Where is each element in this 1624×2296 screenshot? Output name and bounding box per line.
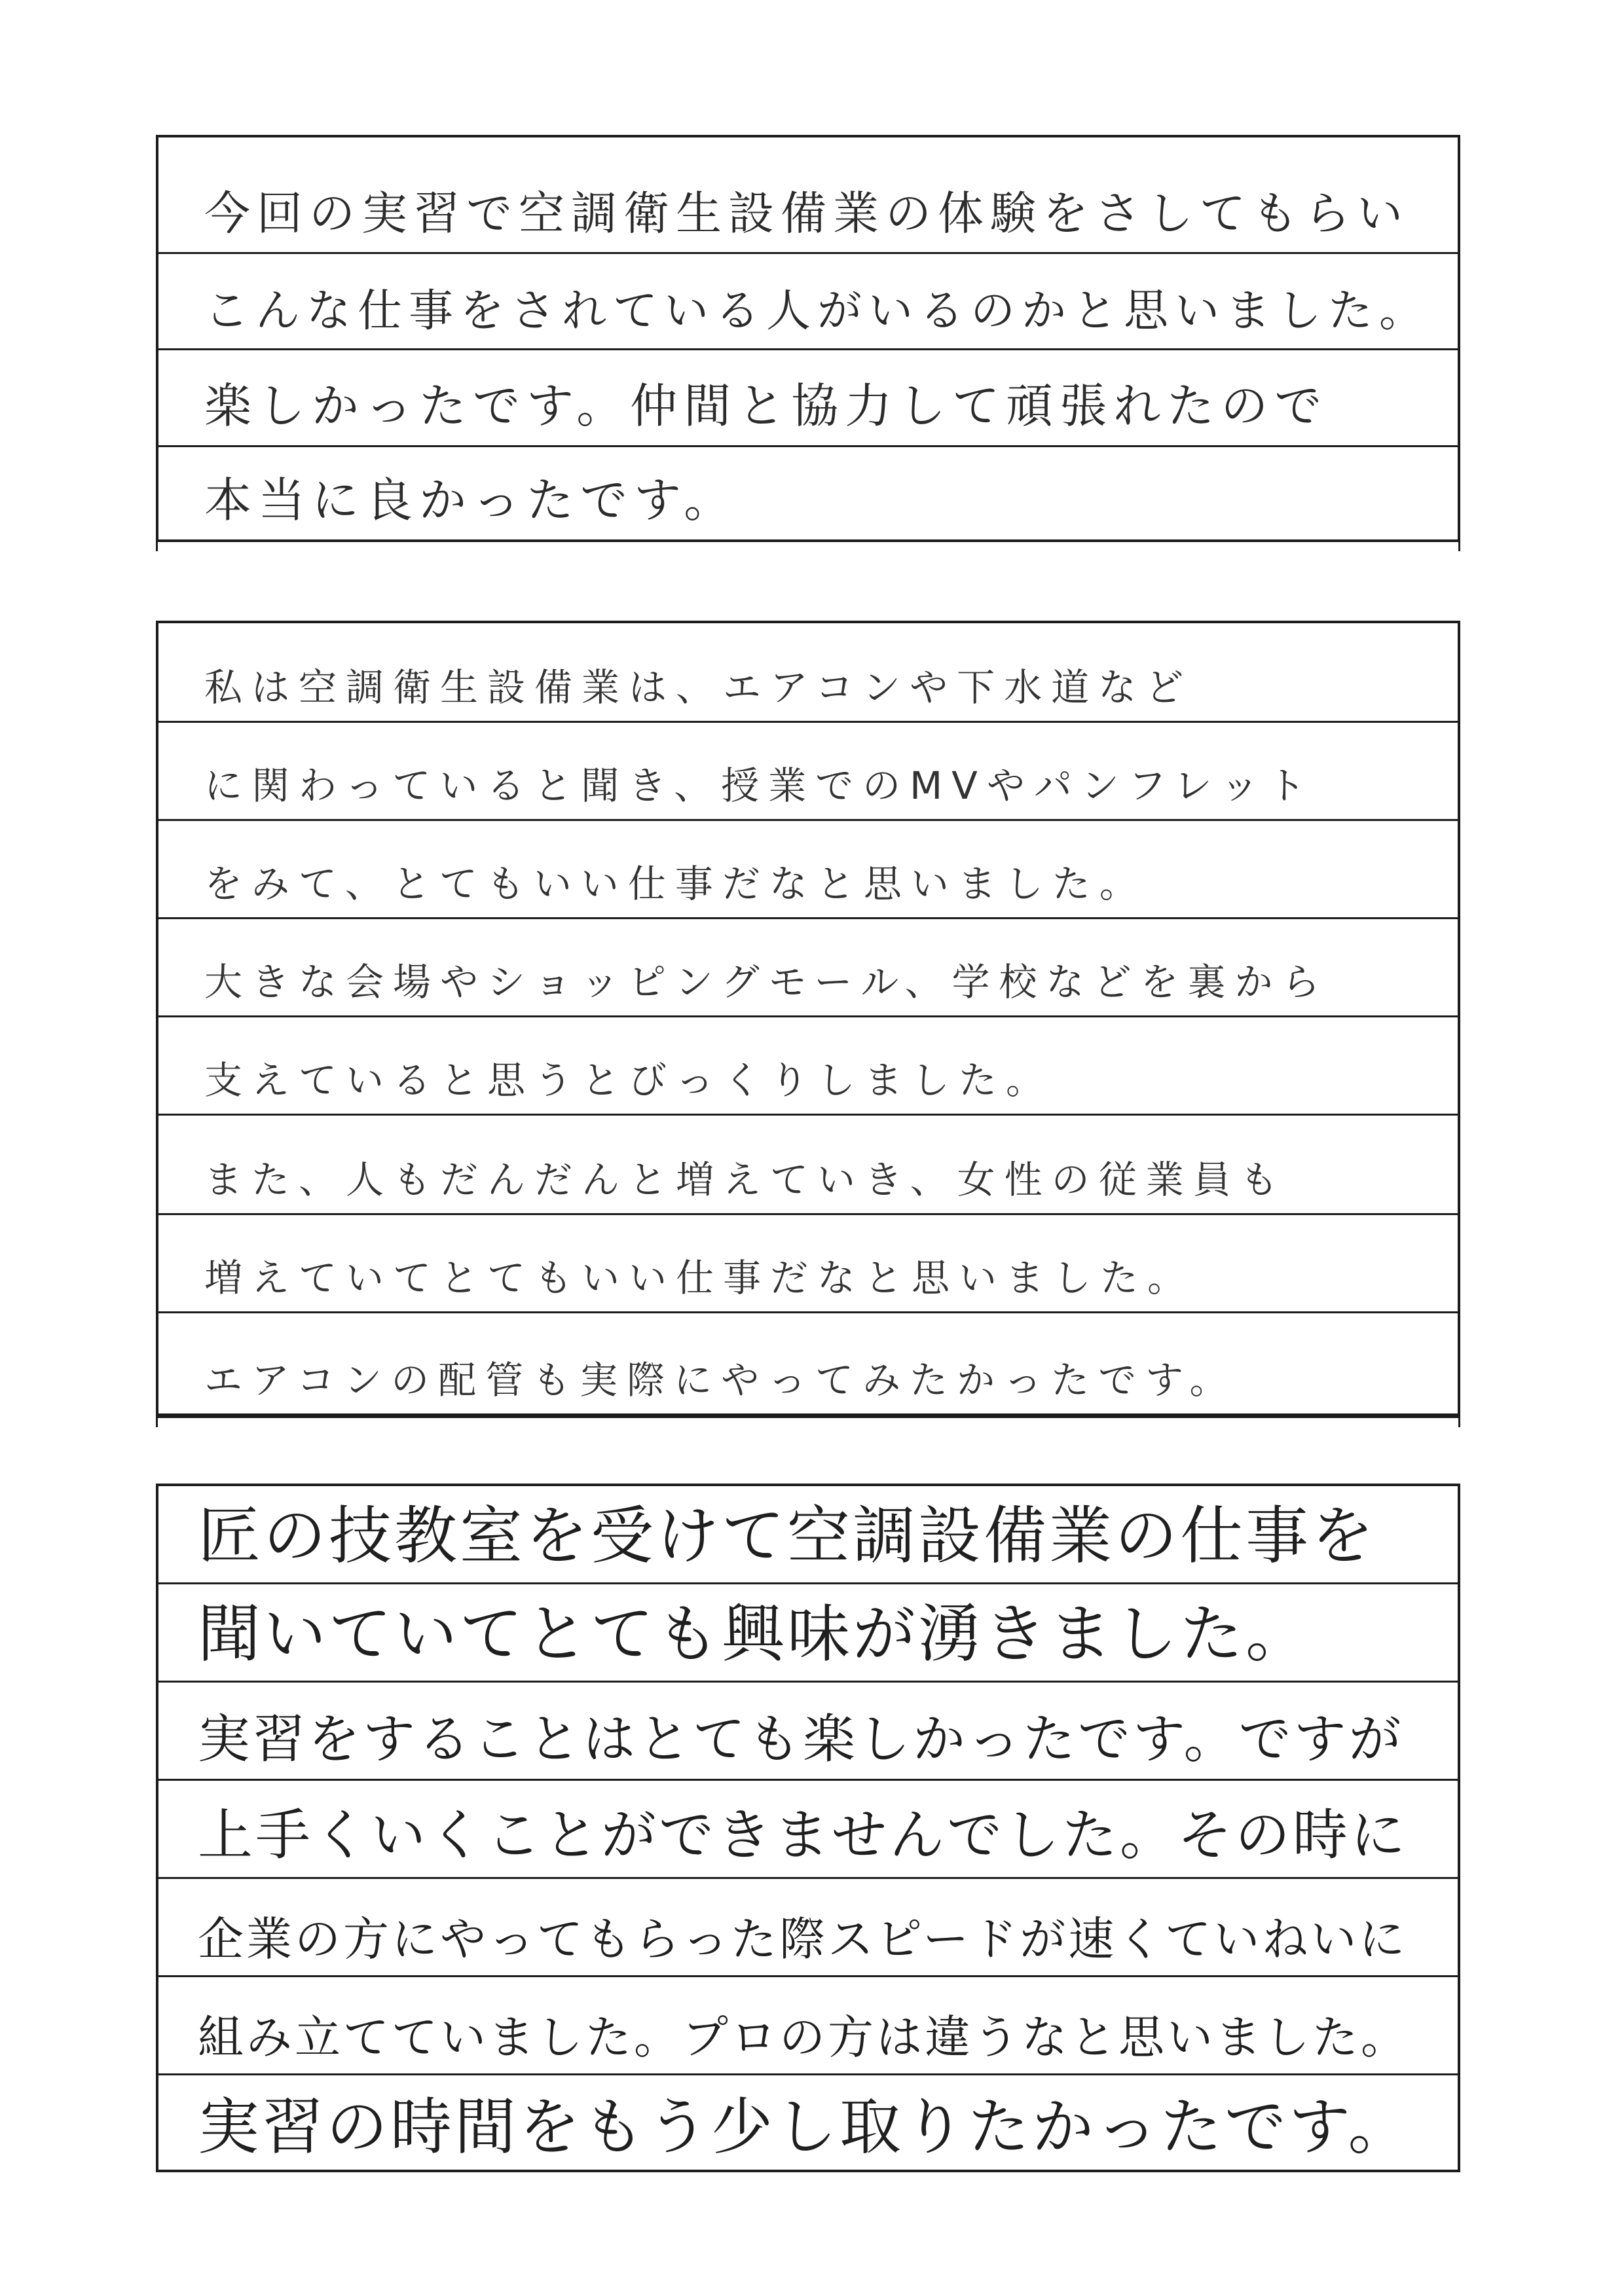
section-2-line-6-text: また、人もだんだんと増えていき、女性の従業員も (204, 1157, 1287, 1202)
section-3-line-5 (158, 1879, 1458, 1977)
section-3-line-4 (158, 1781, 1458, 1879)
ruled-tick-mark (1458, 1418, 1460, 1427)
section-2-line-4 (158, 919, 1458, 1017)
section-2-line-7 (158, 1215, 1458, 1313)
section-2-line-8 (158, 1313, 1458, 1415)
ruled-tick-mark (1458, 542, 1460, 551)
section-2-line-3 (158, 821, 1458, 919)
section-2-line-7-text: 増えていてとてもいい仕事だなと思いました。 (204, 1256, 1195, 1300)
section-1-line-3-text: 楽しかったです。仲間と協力して頑張れたので (204, 378, 1329, 433)
section-3-line-1-text: 匠の技教室を受けて空調設備業の仕事を (198, 1499, 1376, 1573)
section-1-line-2 (158, 254, 1458, 350)
section-3-line-3-text: 実習をすることはとても楽しかったです。ですが (198, 1709, 1404, 1770)
feedback-section-1 (156, 135, 1460, 542)
section-2-line-1 (158, 623, 1458, 723)
section-3-line-2 (158, 1584, 1458, 1683)
section-3-line-7 (158, 2075, 1458, 2172)
section-2-line-8-text: エアコンの配管も実際にやってみたかったです。 (204, 1358, 1237, 1402)
section-1-line-2-text: こんな仕事をされている人がいるのかと思いました。 (204, 285, 1431, 337)
section-2-line-2 (158, 723, 1458, 821)
section-1-line-3 (158, 350, 1458, 447)
section-1-line-4 (158, 447, 1458, 541)
section-3-line-6 (158, 1977, 1458, 2075)
section-2-line-6 (158, 1116, 1458, 1215)
feedback-section-3 (156, 1484, 1460, 2172)
section-2-line-5-text: 支えていると思うとびっくりしました。 (204, 1058, 1054, 1102)
section-1-line-1 (158, 137, 1458, 254)
section-2-line-4-text: 大きな会場やショッピングモール、学校などを裏から (204, 960, 1329, 1004)
section-3-line-2-text: 聞いていてとても興味が湧きました。 (198, 1597, 1311, 1671)
section-3-line-5-text: 企業の方にやってもらった際スピードが速くていねいに (198, 1912, 1408, 1966)
section-2-line-5 (158, 1017, 1458, 1116)
ruled-tick-mark (156, 1418, 158, 1427)
section-2-line-2-text: に関わっていると聞き、授業でのMVやパンフレット (204, 763, 1315, 808)
feedback-section-2 (156, 621, 1460, 1418)
section-2-line-1-text: 私は空調衛生設備業は、エアコンや下水道など (204, 665, 1193, 710)
section-2-line-3-text: をみて、とてもいい仕事だなと思いました。 (204, 862, 1147, 906)
section-3-line-3 (158, 1683, 1458, 1781)
section-3-line-4-text: 上手くいくことができませんでした。その時に (198, 1803, 1409, 1867)
section-3-line-1 (158, 1486, 1458, 1584)
section-3-line-6-text: 組み立てていました。プロの方は違うなと思いました。 (198, 2011, 1409, 2064)
section-1-line-4-text: 本当に良かったです。 (204, 473, 738, 528)
section-3-line-7-text: 実習の時間をもう少し取りたかったです。 (198, 2092, 1412, 2163)
section-1-line-1-text: 今回の実習で空調衛生設備業の体験をさしてもらい (204, 187, 1409, 240)
ruled-tick-mark (156, 542, 158, 551)
